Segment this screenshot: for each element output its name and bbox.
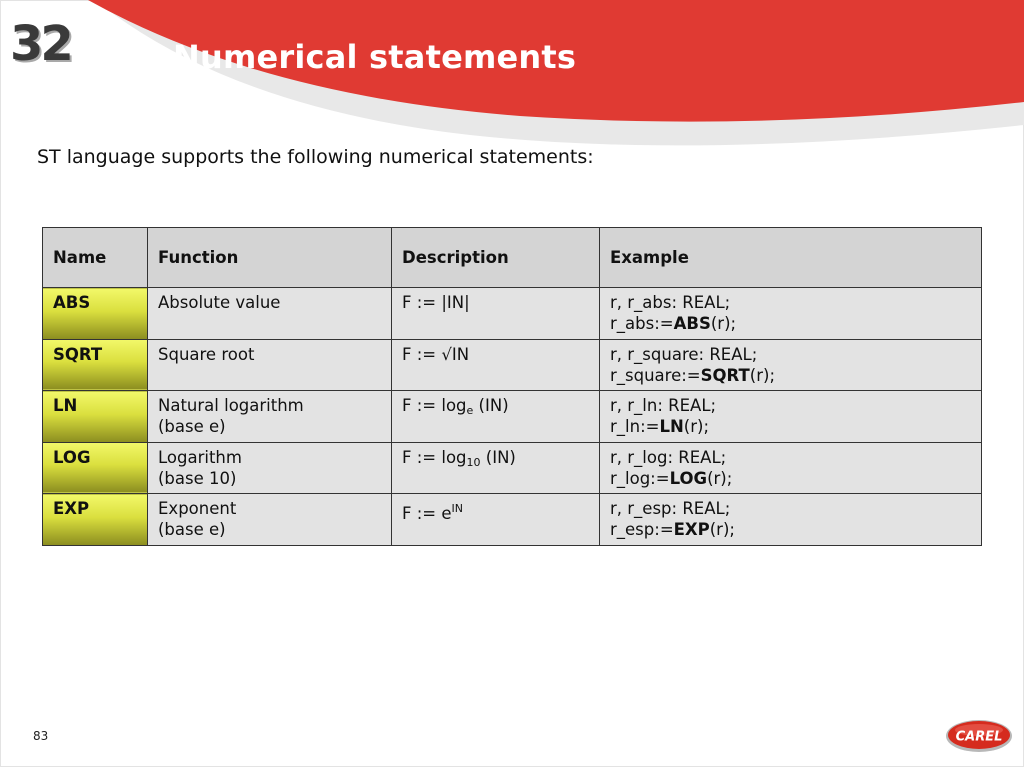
table-header-row [43, 228, 982, 288]
example-call [610, 313, 971, 334]
example-call-prefix: r_log:= [610, 468, 670, 488]
table-row [43, 288, 982, 340]
formula-prefix: F := log [402, 396, 467, 415]
example-call [610, 519, 971, 540]
formula-prefix: F := log [402, 447, 467, 467]
example-call [610, 468, 971, 489]
header-example: Example [600, 228, 982, 288]
function-line: Natural logarithm [158, 396, 304, 415]
cell-description [392, 494, 600, 546]
cell-example [600, 391, 982, 443]
cell-name: EXP [43, 494, 148, 546]
cell-description [392, 339, 600, 391]
cell-description [392, 391, 600, 443]
function-line: (base e) [158, 520, 226, 539]
example-call [610, 416, 971, 437]
cell-name: ABS [43, 288, 148, 340]
page-number: 83 [33, 729, 49, 743]
formula-prefix: F := √IN [402, 344, 470, 364]
example-call-prefix: r_square:= [610, 365, 701, 385]
formula-script: IN [451, 502, 464, 515]
cell-example [600, 442, 982, 494]
header-function: Function [148, 228, 392, 288]
example-call-suffix: (r); [683, 417, 710, 436]
carel-logo [945, 716, 1013, 756]
slide-number-badge: 32 [10, 16, 71, 72]
header-name: Name [43, 228, 148, 288]
table-row [43, 339, 982, 391]
function-line: Square root [158, 344, 255, 364]
table-row [43, 494, 982, 546]
cell-example [600, 288, 982, 340]
example-call-suffix: (r); [749, 365, 775, 385]
example-declaration: r, r_log: REAL; [610, 447, 727, 467]
function-line: (base e) [158, 417, 226, 436]
example-call [610, 365, 971, 386]
cell-function [148, 288, 392, 340]
cell-function [148, 339, 392, 391]
formula-script: e [466, 404, 474, 417]
example-declaration: r, r_esp: REAL; [610, 499, 731, 518]
function-line: Absolute value [158, 293, 281, 312]
cell-description [392, 288, 600, 340]
example-call-prefix: r_esp:= [610, 520, 674, 539]
example-declaration: r, r_ln: REAL; [610, 396, 717, 415]
title-banner [0, 0, 1024, 160]
function-line: (base 10) [158, 468, 237, 488]
table-body [43, 288, 982, 546]
table-row [43, 442, 982, 494]
example-call-function: SQRT [700, 365, 750, 385]
function-line: Logarithm [158, 447, 242, 467]
header-description: Description [392, 228, 600, 288]
table-row [43, 391, 982, 443]
example-call-function: LOG [669, 468, 708, 488]
carel-logo-text: CAREL [955, 729, 1003, 745]
formula-prefix: F := |IN| [402, 293, 470, 312]
cell-name: SQRT [43, 339, 148, 391]
example-call-prefix: r_ln:= [610, 417, 660, 436]
example-call-function: LN [659, 417, 684, 436]
cell-example [600, 494, 982, 546]
cell-name: LOG [43, 442, 148, 494]
cell-function [148, 391, 392, 443]
example-call-prefix: r_abs:= [610, 314, 674, 333]
cell-description [392, 442, 600, 494]
example-call-function: EXP [673, 520, 710, 539]
cell-function [148, 442, 392, 494]
example-call-suffix: (r); [707, 468, 733, 488]
cell-name: LN [43, 391, 148, 443]
formula-suffix: (IN) [480, 447, 516, 467]
numerical-statements-table [42, 227, 982, 546]
formula-script: 10 [466, 455, 481, 469]
cell-function [148, 494, 392, 546]
intro-text: ST language supports the following numerical statements: [37, 146, 594, 168]
formula-prefix: F := e [402, 504, 452, 523]
function-line: Exponent [158, 499, 237, 518]
example-call-function: ABS [673, 314, 711, 333]
cell-example [600, 339, 982, 391]
example-call-suffix: (r); [709, 520, 735, 539]
page-title: Numerical statements [173, 38, 577, 76]
example-declaration: r, r_abs: REAL; [610, 293, 731, 312]
example-declaration: r, r_square: REAL; [610, 344, 758, 364]
example-call-suffix: (r); [710, 314, 737, 333]
formula-suffix: (IN) [473, 396, 509, 415]
